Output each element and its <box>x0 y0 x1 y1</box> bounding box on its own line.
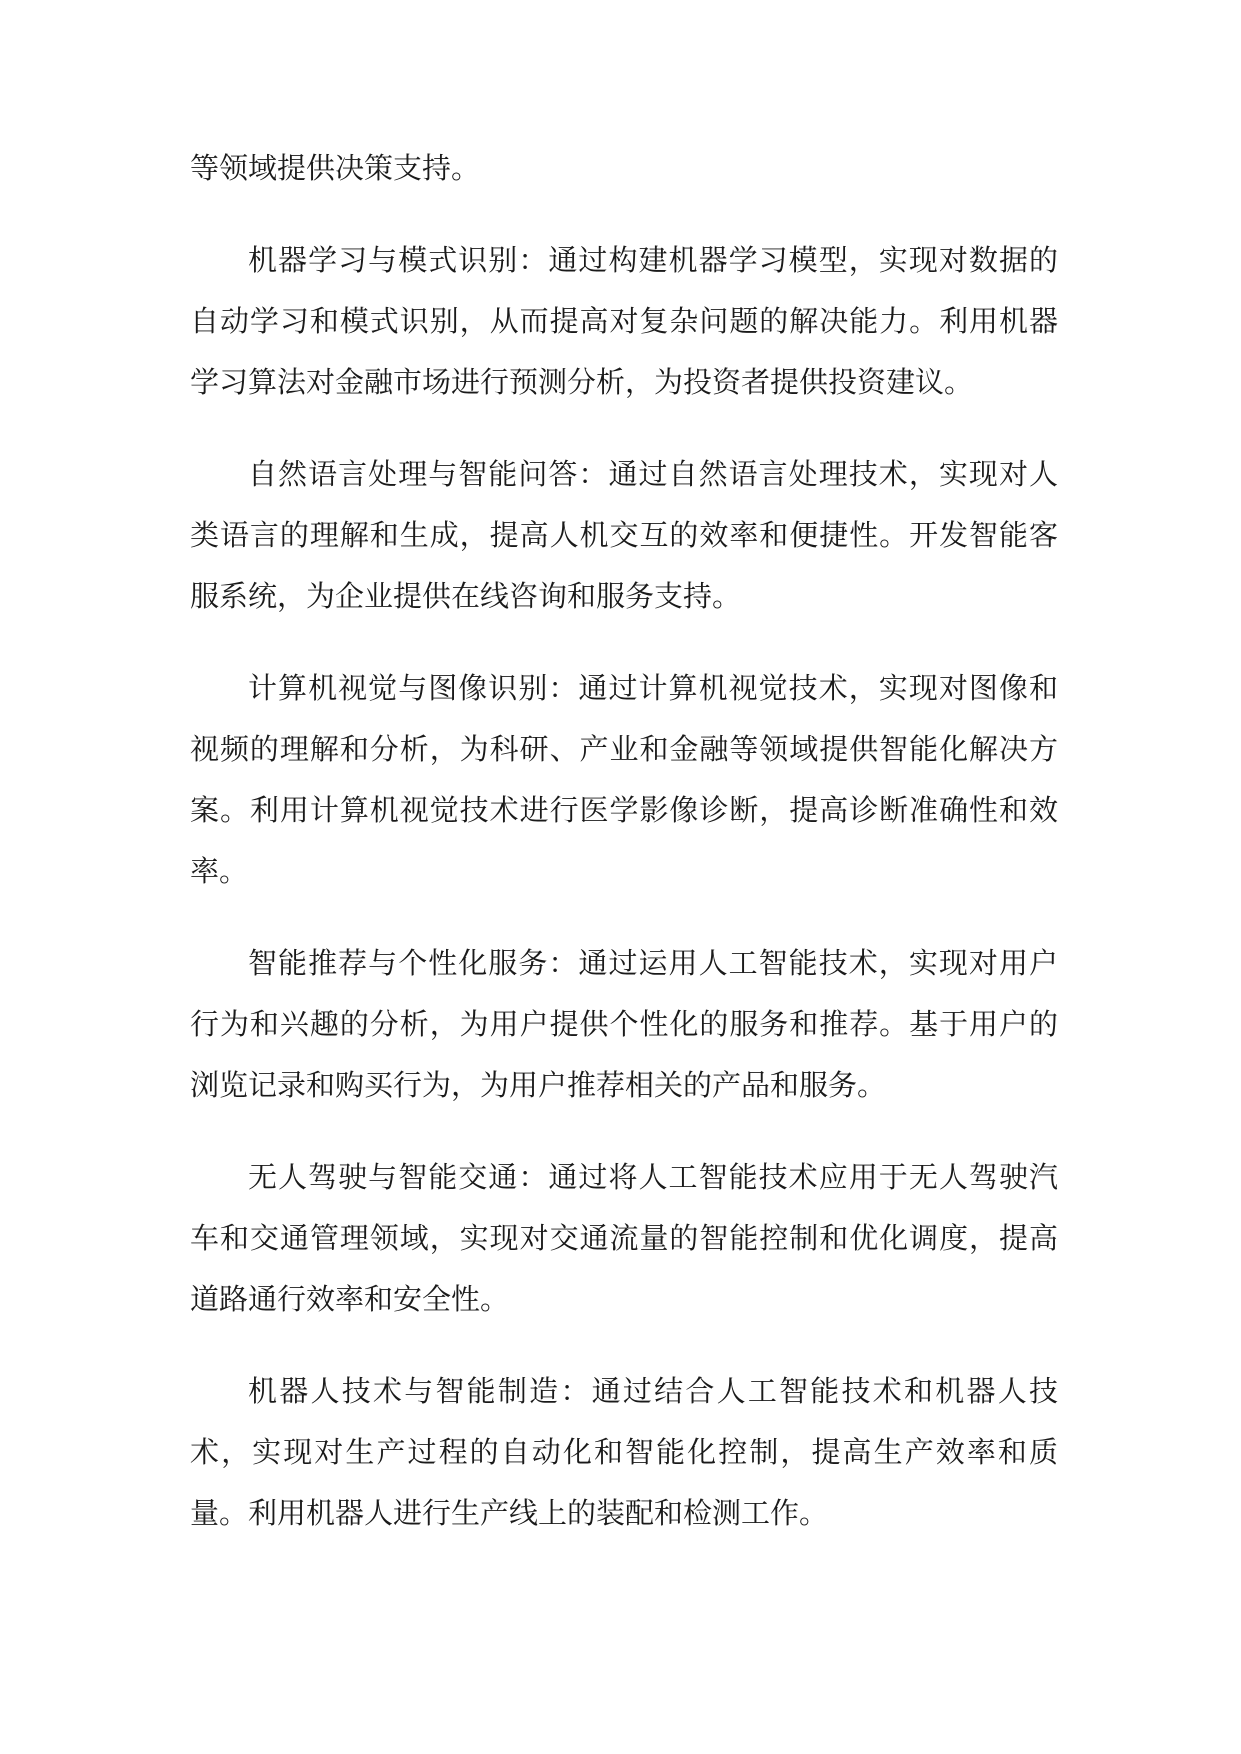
paragraph-recommendation: 智能推荐与个性化服务：通过运用人工智能技术，实现对用户行为和兴趣的分析，为用户提供个性化的服务和推荐。基于用户的浏览记录和购买行为，为用户推荐相关的产品和服务。 <box>190 946 1058 1102</box>
document-body <box>190 138 1058 1575</box>
paragraph-nlp: 自然语言处理与智能问答：通过自然语言处理技术，实现对人类语言的理解和生成，提高人机交互的效率和便捷性。开发智能客服系统，为企业提供在线咨询和服务支持。 <box>190 457 1058 613</box>
paragraph-autonomous-driving: 无人驾驶与智能交通：通过将人工智能技术应用于无人驾驶汽车和交通管理领域，实现对交通流量的智能控制和优化调度，提高道路通行效率和安全性。 <box>190 1160 1058 1316</box>
paragraph-computer-vision: 计算机视觉与图像识别：通过计算机视觉技术，实现对图像和视频的理解和分析，为科研、产业和金融等领域提供智能化解决方案。利用计算机视觉技术进行医学影像诊断，提高诊断准确性和效率。 <box>190 671 1058 888</box>
paragraph-continuation: 等领域提供决策支持。 <box>190 151 481 185</box>
paragraph-machine-learning: 机器学习与模式识别：通过构建机器学习模型，实现对数据的自动学习和模式识别，从而提高对复杂问题的解决能力。利用机器学习算法对金融市场进行预测分析，为投资者提供投资建议。 <box>190 243 1058 399</box>
paragraph-robotics: 机器人技术与智能制造：通过结合人工智能技术和机器人技术，实现对生产过程的自动化和智能化控制，提高生产效率和质量。利用机器人进行生产线上的装配和检测工作。 <box>190 1374 1058 1530</box>
